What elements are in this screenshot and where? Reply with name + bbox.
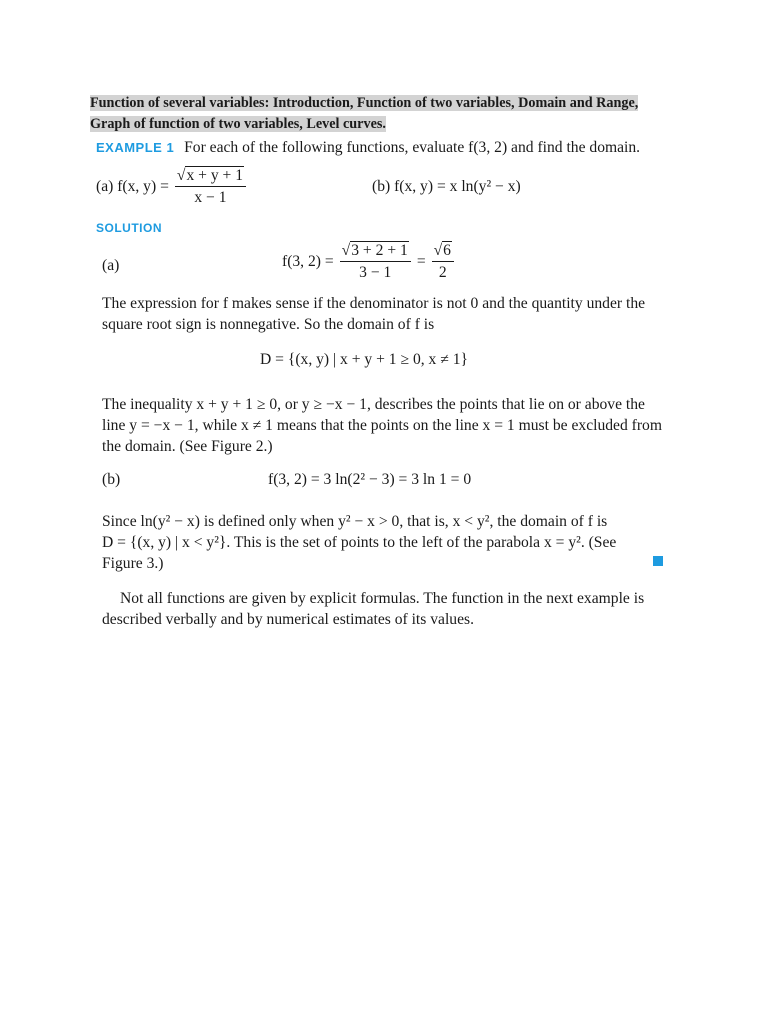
closing-line-2: described verbally and by numerical estimates of its values. [102, 611, 474, 628]
solution-para-1 [102, 293, 645, 335]
closing-line-1: Not all functions are given by explicit formulas. The function in the next example is [120, 590, 645, 607]
closing-paragraph [102, 588, 644, 630]
example-prompt: For each of the following functions, evaluate f(3, 2) and find the domain. [184, 139, 641, 156]
solution-a-fraction-1: $\frac{√3 + 2 + 1}{3 - 1}$ [340, 240, 411, 283]
solution-para-1-line-1: The expression for f makes sense if the denominator is not 0 and the quantity under the [102, 295, 646, 312]
solution-a-denominator-2: 2 [438, 264, 447, 281]
solution-b-equation: f(3, 2) = 3 ln(2² − 3) = 3 ln 1 = 0 [268, 471, 472, 488]
solution-label: SOLUTION [96, 221, 162, 235]
solution-para-3 [102, 511, 616, 574]
solution-para-3-line-1: Since ln(y² − x) is defined only when y² − x > 0, that is, x < y², the domain of f is [102, 513, 608, 530]
part-b-function: (b) f(x, y) = x ln(y² − x) [372, 178, 521, 195]
part-a-fraction [175, 165, 246, 208]
example-label: EXAMPLE 1 [96, 140, 175, 155]
solution-a-radicand-2: 6 [443, 242, 451, 259]
section-heading [90, 93, 680, 135]
heading-line-1: Function of several variables: Introduction, Function of two variables, Domain and Range, [90, 95, 639, 111]
heading-line-2: Graph of function of two variables, Level curves. [90, 116, 386, 132]
part-a-denominator: x − 1 [194, 189, 227, 206]
solution-a-fraction-2: $\frac{√6}{2}$ [432, 240, 454, 283]
part-a-radicand: x + y + 1 [186, 167, 244, 184]
solution-b-tag: (b) [102, 471, 121, 488]
solution-a-denominator-1: 3 − 1 [359, 264, 392, 281]
solution-a-lhs: f(3, 2) = [282, 252, 334, 270]
solution-a-tag: (a) [102, 257, 120, 274]
solution-para-1-line-2: square root sign is nonnegative. So the domain of f is [102, 316, 435, 333]
solution-a-radicand-1: 3 + 2 + 1 [351, 242, 408, 259]
part-a-lhs: (a) f(x, y) = [96, 177, 169, 195]
part-a-numerator: √x + y + 1 [175, 165, 246, 187]
solution-a-equals: = [416, 252, 426, 270]
solution-a-equation [282, 240, 454, 283]
solution-para-3-line-2: D = {(x, y) | x < y²}. This is the set of points to the left of the parabola x = y². (See [102, 534, 617, 551]
solution-para-3-line-3: Figure 3.) [102, 555, 164, 572]
end-of-example-marker [653, 556, 663, 566]
solution-para-2: The inequality x + y + 1 ≥ 0, or y ≥ −x − 1, describes the points that lie on or above the line y = −x − 1, while x ≠ 1 means that the points on the line x = 1 must be excluded from the domain. (See Figure 2.) [102, 396, 662, 455]
domain-equation: D = {(x, y) | x + y + 1 ≥ 0, x ≠ 1} [260, 351, 468, 368]
example-header [96, 139, 640, 157]
part-a-function [96, 165, 246, 208]
